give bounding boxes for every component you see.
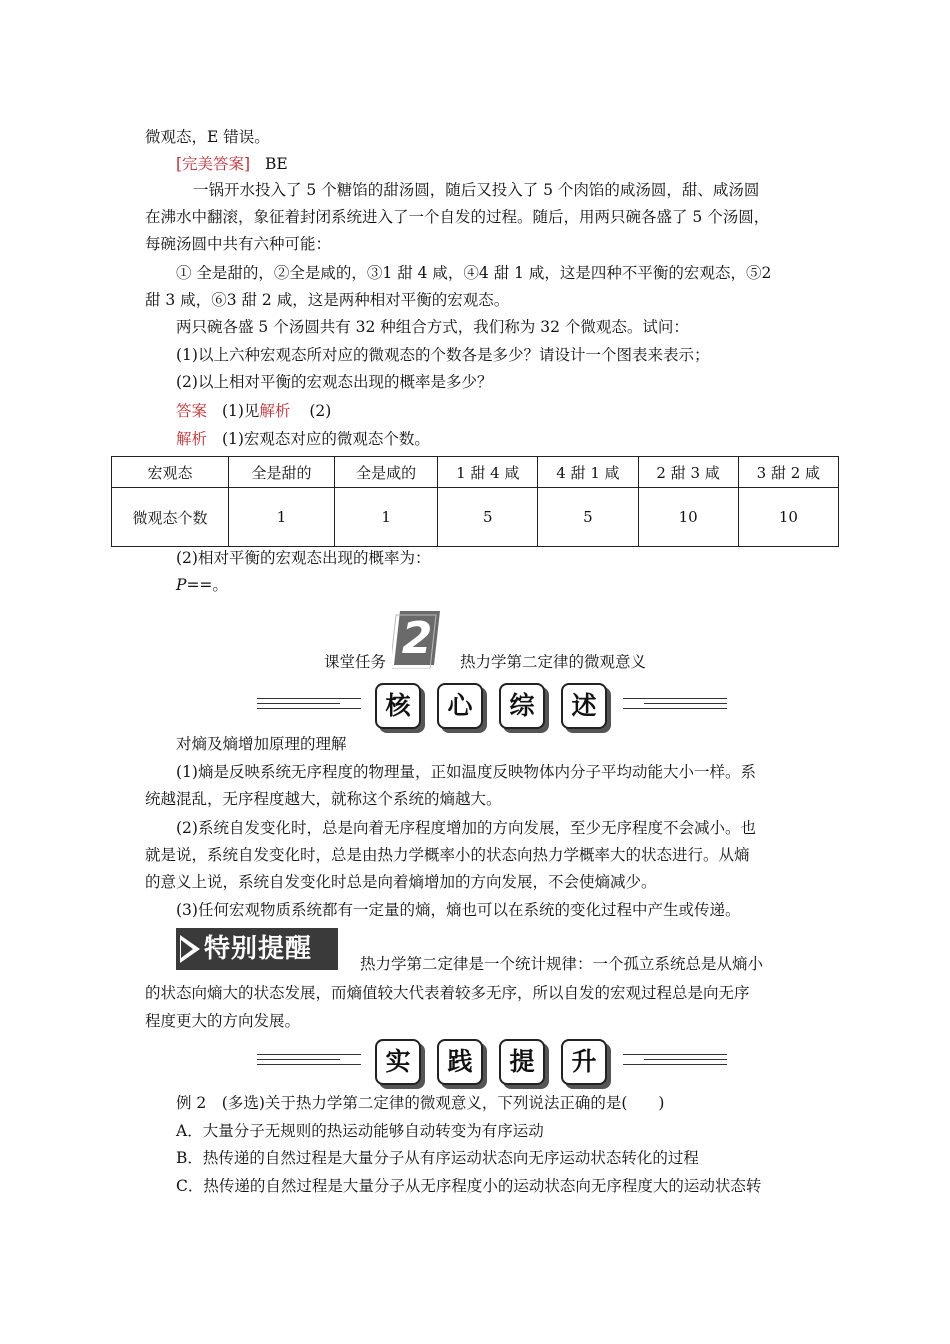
text-line: (2)系统自发变化时，总是向着无序程度增加的方向发展，至少无序程度不会减小。也	[176, 819, 756, 837]
option-b: B．热传递的自然过程是大量分子从有序运动状态向无序运动状态转化的过程	[176, 1149, 699, 1167]
answer-line	[176, 153, 288, 175]
microstate-table	[111, 456, 839, 547]
table-cell: 宏观态	[112, 457, 229, 488]
text-line: (1)熵是反映系统无序程度的物理量，正如温度反映物体内分子平均动能大小一样。系	[176, 763, 756, 781]
analysis-text: (1)宏观态对应的微观态个数。	[221, 430, 430, 448]
table-cell: 全是甜的	[229, 457, 335, 488]
table-cell: 全是咸的	[335, 457, 438, 488]
answer-row	[176, 400, 331, 422]
text-line: (3)任何宏观物质系统都有一定量的熵，熵也可以在系统的变化过程中产生或传递。	[176, 901, 741, 919]
practice-banner	[257, 1037, 727, 1085]
text-line: 就是说，系统自发变化时，总是由热力学概率小的状态向热力学概率大的状态进行。从熵	[145, 846, 750, 864]
example-stem: 例 2 (多选)关于热力学第二定律的微观意义，下列说法正确的是( )	[176, 1094, 665, 1112]
text-line: 程度更大的方向发展。	[145, 1012, 301, 1030]
banner-char: 提	[499, 1039, 545, 1085]
text-line: 一锅开水投入了 5 个糖馅的甜汤圆，随后又投入了 5 个肉馅的咸汤圆，甜、咸汤圆	[193, 181, 760, 199]
question-1: (1)以上六种宏观态所对应的微观态的个数各是多少？请设计一个图表来表示；	[176, 346, 710, 364]
option-a: A．大量分子无规则的热运动能够自动转变为有序运动	[176, 1122, 544, 1140]
probability-formula	[176, 574, 228, 596]
text-line: (2)相对平衡的宏观态出现的概率为：	[176, 549, 431, 567]
table-cell: 3 甜 2 咸	[738, 457, 838, 488]
answer-label: 答案	[176, 402, 208, 420]
answer-part1: (1)见	[221, 402, 260, 420]
text-line: 热力学第二定律是一个统计规律：一个孤立系统总是从熵小	[360, 955, 764, 973]
task-label: 课堂任务	[324, 653, 387, 671]
table-cell: 1	[229, 488, 335, 547]
banner-char: 升	[561, 1039, 607, 1085]
analysis-row	[176, 428, 430, 450]
p-expression: ==。	[186, 576, 228, 594]
table-cell: 1	[335, 488, 438, 547]
p-variable: P	[176, 576, 187, 594]
table-cell: 5	[538, 488, 638, 547]
task-number: 2	[401, 613, 433, 664]
text-line: 微观态，E 错误。	[145, 128, 270, 146]
answer-jiexi-link: 解析	[259, 402, 291, 420]
banner-char: 心	[437, 683, 483, 729]
table-cell: 4 甜 1 咸	[538, 457, 638, 488]
table-cell: 10	[638, 488, 738, 547]
option-c: C．热传递的自然过程是大量分子从无序程度小的运动状态向无序程度大的运动状态转	[176, 1177, 762, 1195]
table-cell: 2 甜 3 咸	[638, 457, 738, 488]
task-title: 热力学第二定律的微观意义	[460, 653, 647, 671]
analysis-label: 解析	[176, 430, 208, 448]
text-line: 的状态向熵大的状态发展，而熵值较大代表着较多无序，所以自发的宏观过程总是向无序	[145, 984, 750, 1002]
banner-char: 述	[561, 683, 607, 729]
banner-char: 践	[437, 1039, 483, 1085]
banner-char: 核	[375, 683, 421, 729]
text-line: 在沸水中翻滚，象征着封闭系统进入了一个自发的过程。随后，用两只碗各盛了 5 个汤圆，	[145, 208, 770, 226]
answer-part2: (2)	[309, 402, 332, 420]
table-cell: 5	[438, 488, 538, 547]
banner-char: 实	[375, 1039, 421, 1085]
arrow-icon	[180, 935, 200, 963]
table-header-row	[112, 457, 839, 488]
text-line: 两只碗各盛 5 个汤圆共有 32 种组合方式，我们称为 32 个微观态。试问：	[176, 318, 689, 336]
core-summary-banner	[257, 681, 727, 729]
banner-char: 综	[499, 683, 545, 729]
section-heading: 对熵及熵增加原理的理解	[176, 735, 347, 753]
answer-value: BE	[265, 155, 288, 173]
text-line: 甜 3 咸，⑥3 甜 2 咸，这是两种相对平衡的宏观态。	[145, 291, 510, 309]
question-2: (2)以上相对平衡的宏观态出现的概率是多少？	[176, 373, 493, 391]
banner-rule-left	[257, 1054, 361, 1068]
special-reminder-label	[176, 928, 338, 970]
table-cell: 微观态个数	[112, 488, 229, 547]
banner-rule-right	[623, 1054, 727, 1068]
answer-tag: [完美答案]	[176, 155, 251, 173]
table-cell: 1 甜 4 咸	[438, 457, 538, 488]
table-cell: 10	[738, 488, 838, 547]
text-line: 统越混乱，无序程度越大，就称这个系统的熵越大。	[145, 790, 502, 808]
text-line: ① 全是甜的，②全是咸的，③1 甜 4 咸，④4 甜 1 咸，这是四种不平衡的宏观态，⑤2	[176, 264, 772, 282]
task-number-badge	[392, 607, 442, 669]
banner-rule-right	[623, 698, 727, 712]
text-line: 的意义上说，系统自发变化时总是向着熵增加的方向发展，不会使熵减少。	[145, 873, 657, 891]
reminder-label-text: 特别提醒	[204, 934, 313, 964]
table-row	[112, 488, 839, 547]
text-line: 每碗汤圆中共有六种可能：	[145, 235, 332, 253]
banner-rule-left	[257, 698, 361, 712]
